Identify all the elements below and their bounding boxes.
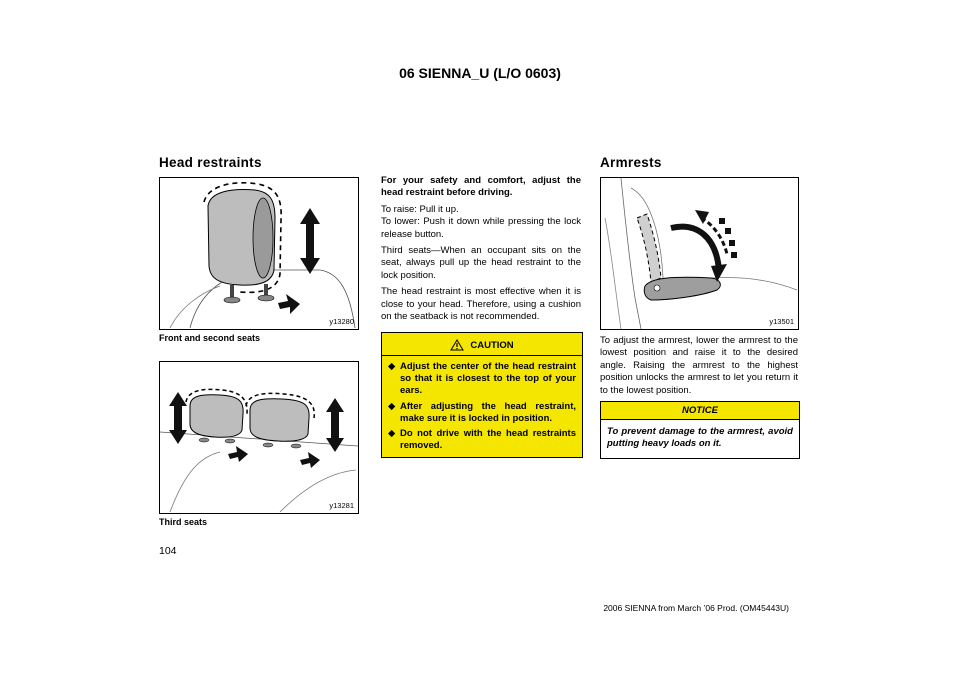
warning-triangle-icon bbox=[450, 339, 464, 351]
section-title-armrests: Armrests bbox=[600, 155, 662, 170]
figure-caption-third-seats: Third seats bbox=[159, 517, 208, 527]
middle-text-column bbox=[381, 175, 581, 327]
effectiveness-paragraph: The head restraint is most effective when it is close to your head. Therefore, using a cushion on the seatback is not recommended. bbox=[381, 286, 581, 323]
notice-text: To prevent damage to the armrest, avoid putting heavy loads on it. bbox=[607, 426, 793, 450]
section-title-head-restraints: Head restraints bbox=[159, 155, 262, 170]
caution-item bbox=[388, 428, 576, 452]
armrest-paragraph: To adjust the armrest, lower the armrest to the lowest position and raise it to the desired angle. Raising the armrest to the highest position unlocks the armrest to let you return it to the lowest position. bbox=[600, 335, 798, 396]
raise-instruction: To raise: Pull it up. bbox=[381, 203, 459, 215]
armrest-illustration bbox=[601, 178, 798, 329]
caution-item bbox=[388, 401, 576, 425]
page-number: 104 bbox=[159, 545, 177, 557]
notice-title: NOTICE bbox=[601, 402, 799, 420]
third-seats-paragraph: Third seats—When an occupant sits on the seat, always pull up the head restraint to the lock position. bbox=[381, 245, 581, 281]
intro-paragraph: For your safety and comfort, adjust the head restraint before driving. bbox=[381, 175, 581, 199]
figure-front-second-seats bbox=[159, 177, 359, 330]
notice-box bbox=[600, 401, 800, 459]
caution-item-text: Adjust the center of the head restraint so that it is closest to the top of your ears. bbox=[400, 361, 576, 397]
caution-item-text: After adjusting the head restraint, make sure it is locked in position. bbox=[400, 400, 576, 424]
figure-code: y13280 bbox=[329, 317, 354, 326]
head-restraint-illustration bbox=[160, 178, 358, 329]
figure-caption-front-second: Front and second seats bbox=[159, 333, 261, 343]
diamond-bullet-icon: ◆ bbox=[388, 428, 396, 440]
caution-title: CAUTION bbox=[470, 339, 514, 351]
third-seats-illustration bbox=[160, 362, 358, 513]
caution-item-text: Do not drive with the head restraints removed. bbox=[400, 428, 576, 452]
caution-header bbox=[382, 333, 582, 356]
figure-code: y13501 bbox=[769, 317, 794, 326]
figure-third-seats bbox=[159, 361, 359, 514]
caution-item bbox=[388, 361, 576, 398]
document-header: 06 SIENNA_U (L/O 0603) bbox=[399, 65, 561, 81]
diamond-bullet-icon: ◆ bbox=[388, 361, 396, 372]
footer-text: 2006 SIENNA from March ’06 Prod. (OM45443U) bbox=[603, 603, 789, 613]
lower-instruction: To lower: Push it down while pressing the lock release button. bbox=[381, 216, 581, 240]
caution-box bbox=[381, 332, 583, 458]
armrest-text-column bbox=[600, 335, 798, 401]
figure-armrest bbox=[600, 177, 799, 330]
figure-code: y13281 bbox=[329, 501, 354, 510]
diamond-bullet-icon: ◆ bbox=[388, 400, 396, 412]
caution-list bbox=[382, 356, 582, 461]
